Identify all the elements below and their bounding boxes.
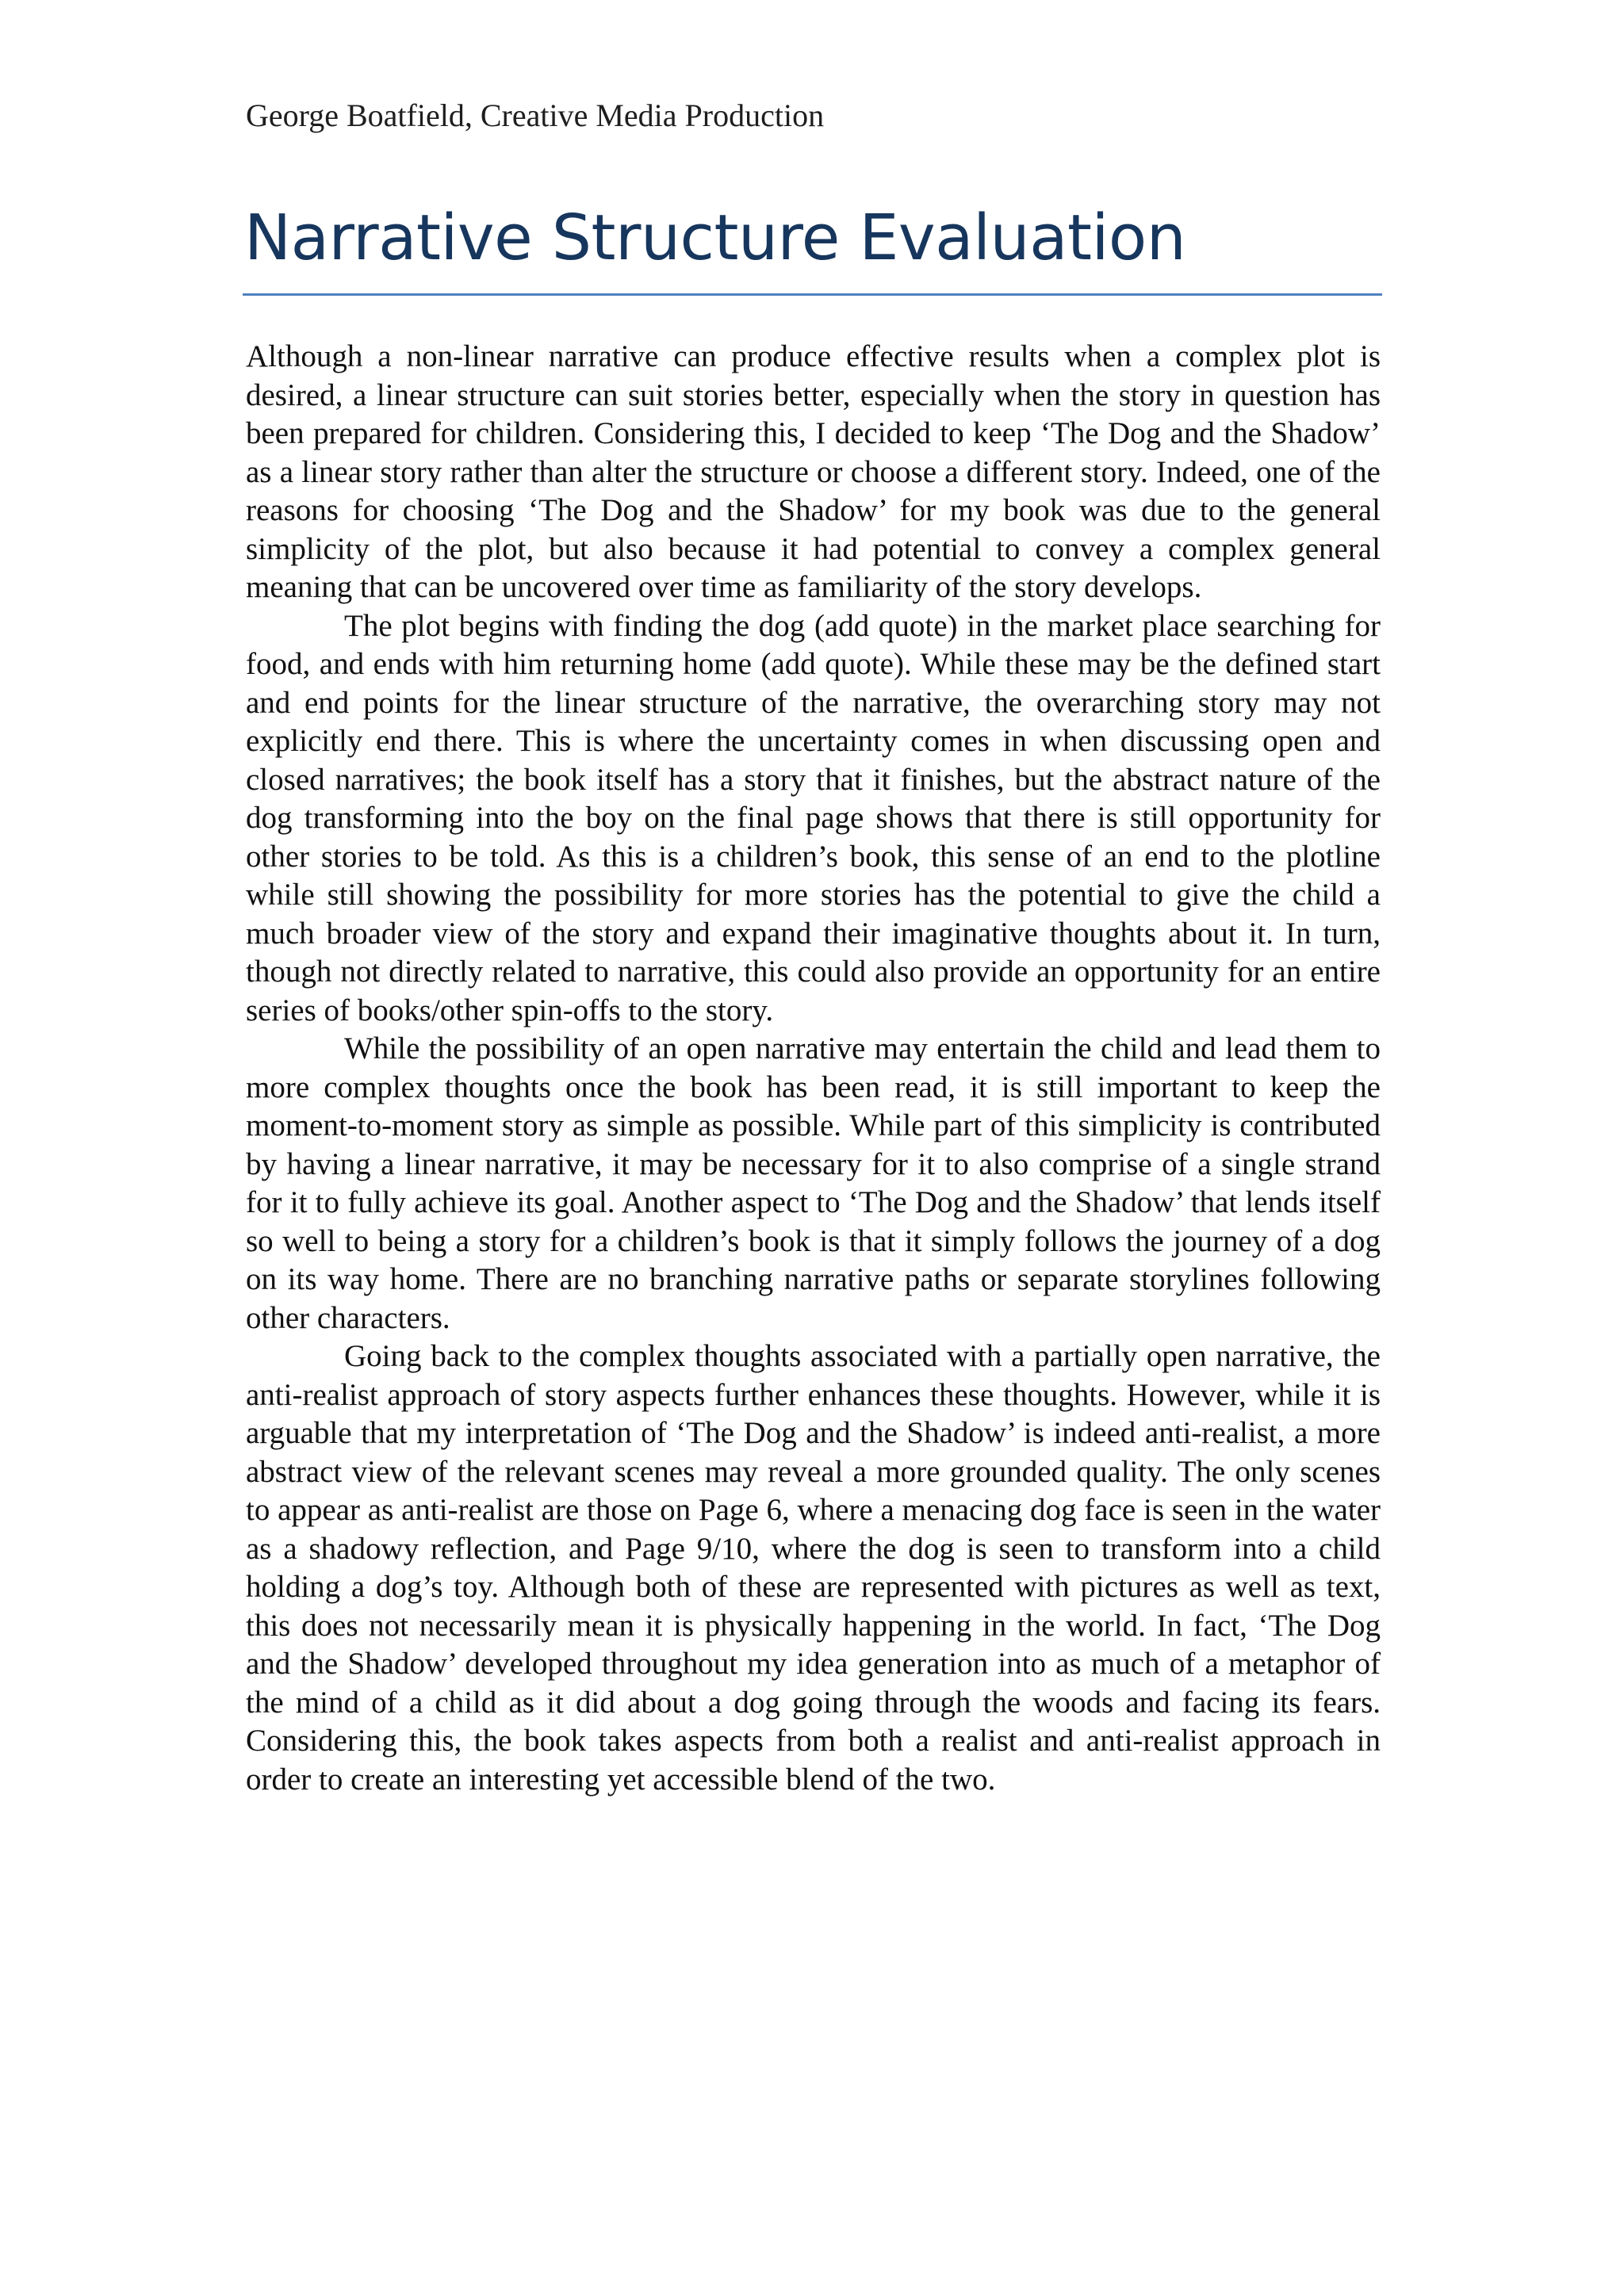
document-header: George Boatfield, Creative Media Production: [246, 98, 825, 133]
paragraph-2: The plot begins with finding the dog (add quote) in the market place searching for food, and ends with him returning home (add quote). While these may be the defined start and end points for the linear structure of the narrative, the overarching story may not explicitly end there. This is where the uncertainty comes in when discussing open and closed narratives; the book itself has a story that it finishes, but the abstract nature of the dog transforming into the boy on the final page shows that there is still opportunity for other stories to be told. As this is a children’s book, this sense of an end to the plotline while still showing the possibility for more stories has the potential to give the child a much broader view of the story and expand their imaginative thoughts about it. In turn, though not directly related to narrative, this could also provide an opportunity for an entire series of books/other spin-offs to the story.: [246, 608, 1381, 1027]
paragraph-3: While the possibility of an open narrative may entertain the child and lead them to more complex thoughts once the book has been read, it is still important to keep the moment-to-moment story as simple as possible. While part of this simplicity is contributed by having a linear narrative, it may be necessary for it to also comprise of a single strand for it to fully achieve its goal. Another aspect to ‘The Dog and the Shadow’ that lends itself so well to being a story for a children’s book is that it simply follows the journey of a dog on its way home. There are no branching narrative paths or separate storylines following other characters.: [246, 1031, 1381, 1335]
document-title: Narrative Structure Evaluation: [244, 201, 1186, 274]
paragraph-4: Going back to the complex thoughts associated with a partially open narrative, the anti-realist approach of story aspects further enhances these thoughts. However, while it is arguable that my interpretation of ‘The Dog and the Shadow’ is indeed anti-realist, a more abstract view of the relevant scenes may reveal a more grounded quality. The only scenes to appear as anti-realist are those on Page 6, where a menacing dog face is seen in the water as a shadowy reflection, and Page 9/10, where the dog is seen to transform into a child holding a dog’s toy. Although both of these are represented with pictures as well as text, this does not necessarily mean it is physically happening in the world. In fact, ‘The Dog and the Shadow’ developed throughout my idea generation into as much of a metaphor of the mind of a child as it did about a dog going through the woods and facing its fears. Considering this, the book takes aspects from both a realist and anti-realist approach in order to create an interesting yet accessible blend of the two.: [246, 1339, 1381, 1797]
title-underline-rule: [243, 293, 1382, 296]
document-body: [246, 338, 1381, 1799]
paragraph-1: Although a non-linear narrative can produce effective results when a complex plot is desired, a linear structure can suit stories better, especially when the story in question has been prepared for children. Considering this, I decided to keep ‘The Dog and the Shadow’ as a linear story rather than alter the structure or choose a different story. Indeed, one of the reasons for choosing ‘The Dog and the Shadow’ for my book was due to the general simplicity of the plot, but also because it had potential to convey a complex general meaning that can be uncovered over time as familiarity of the story develops.: [246, 339, 1381, 604]
